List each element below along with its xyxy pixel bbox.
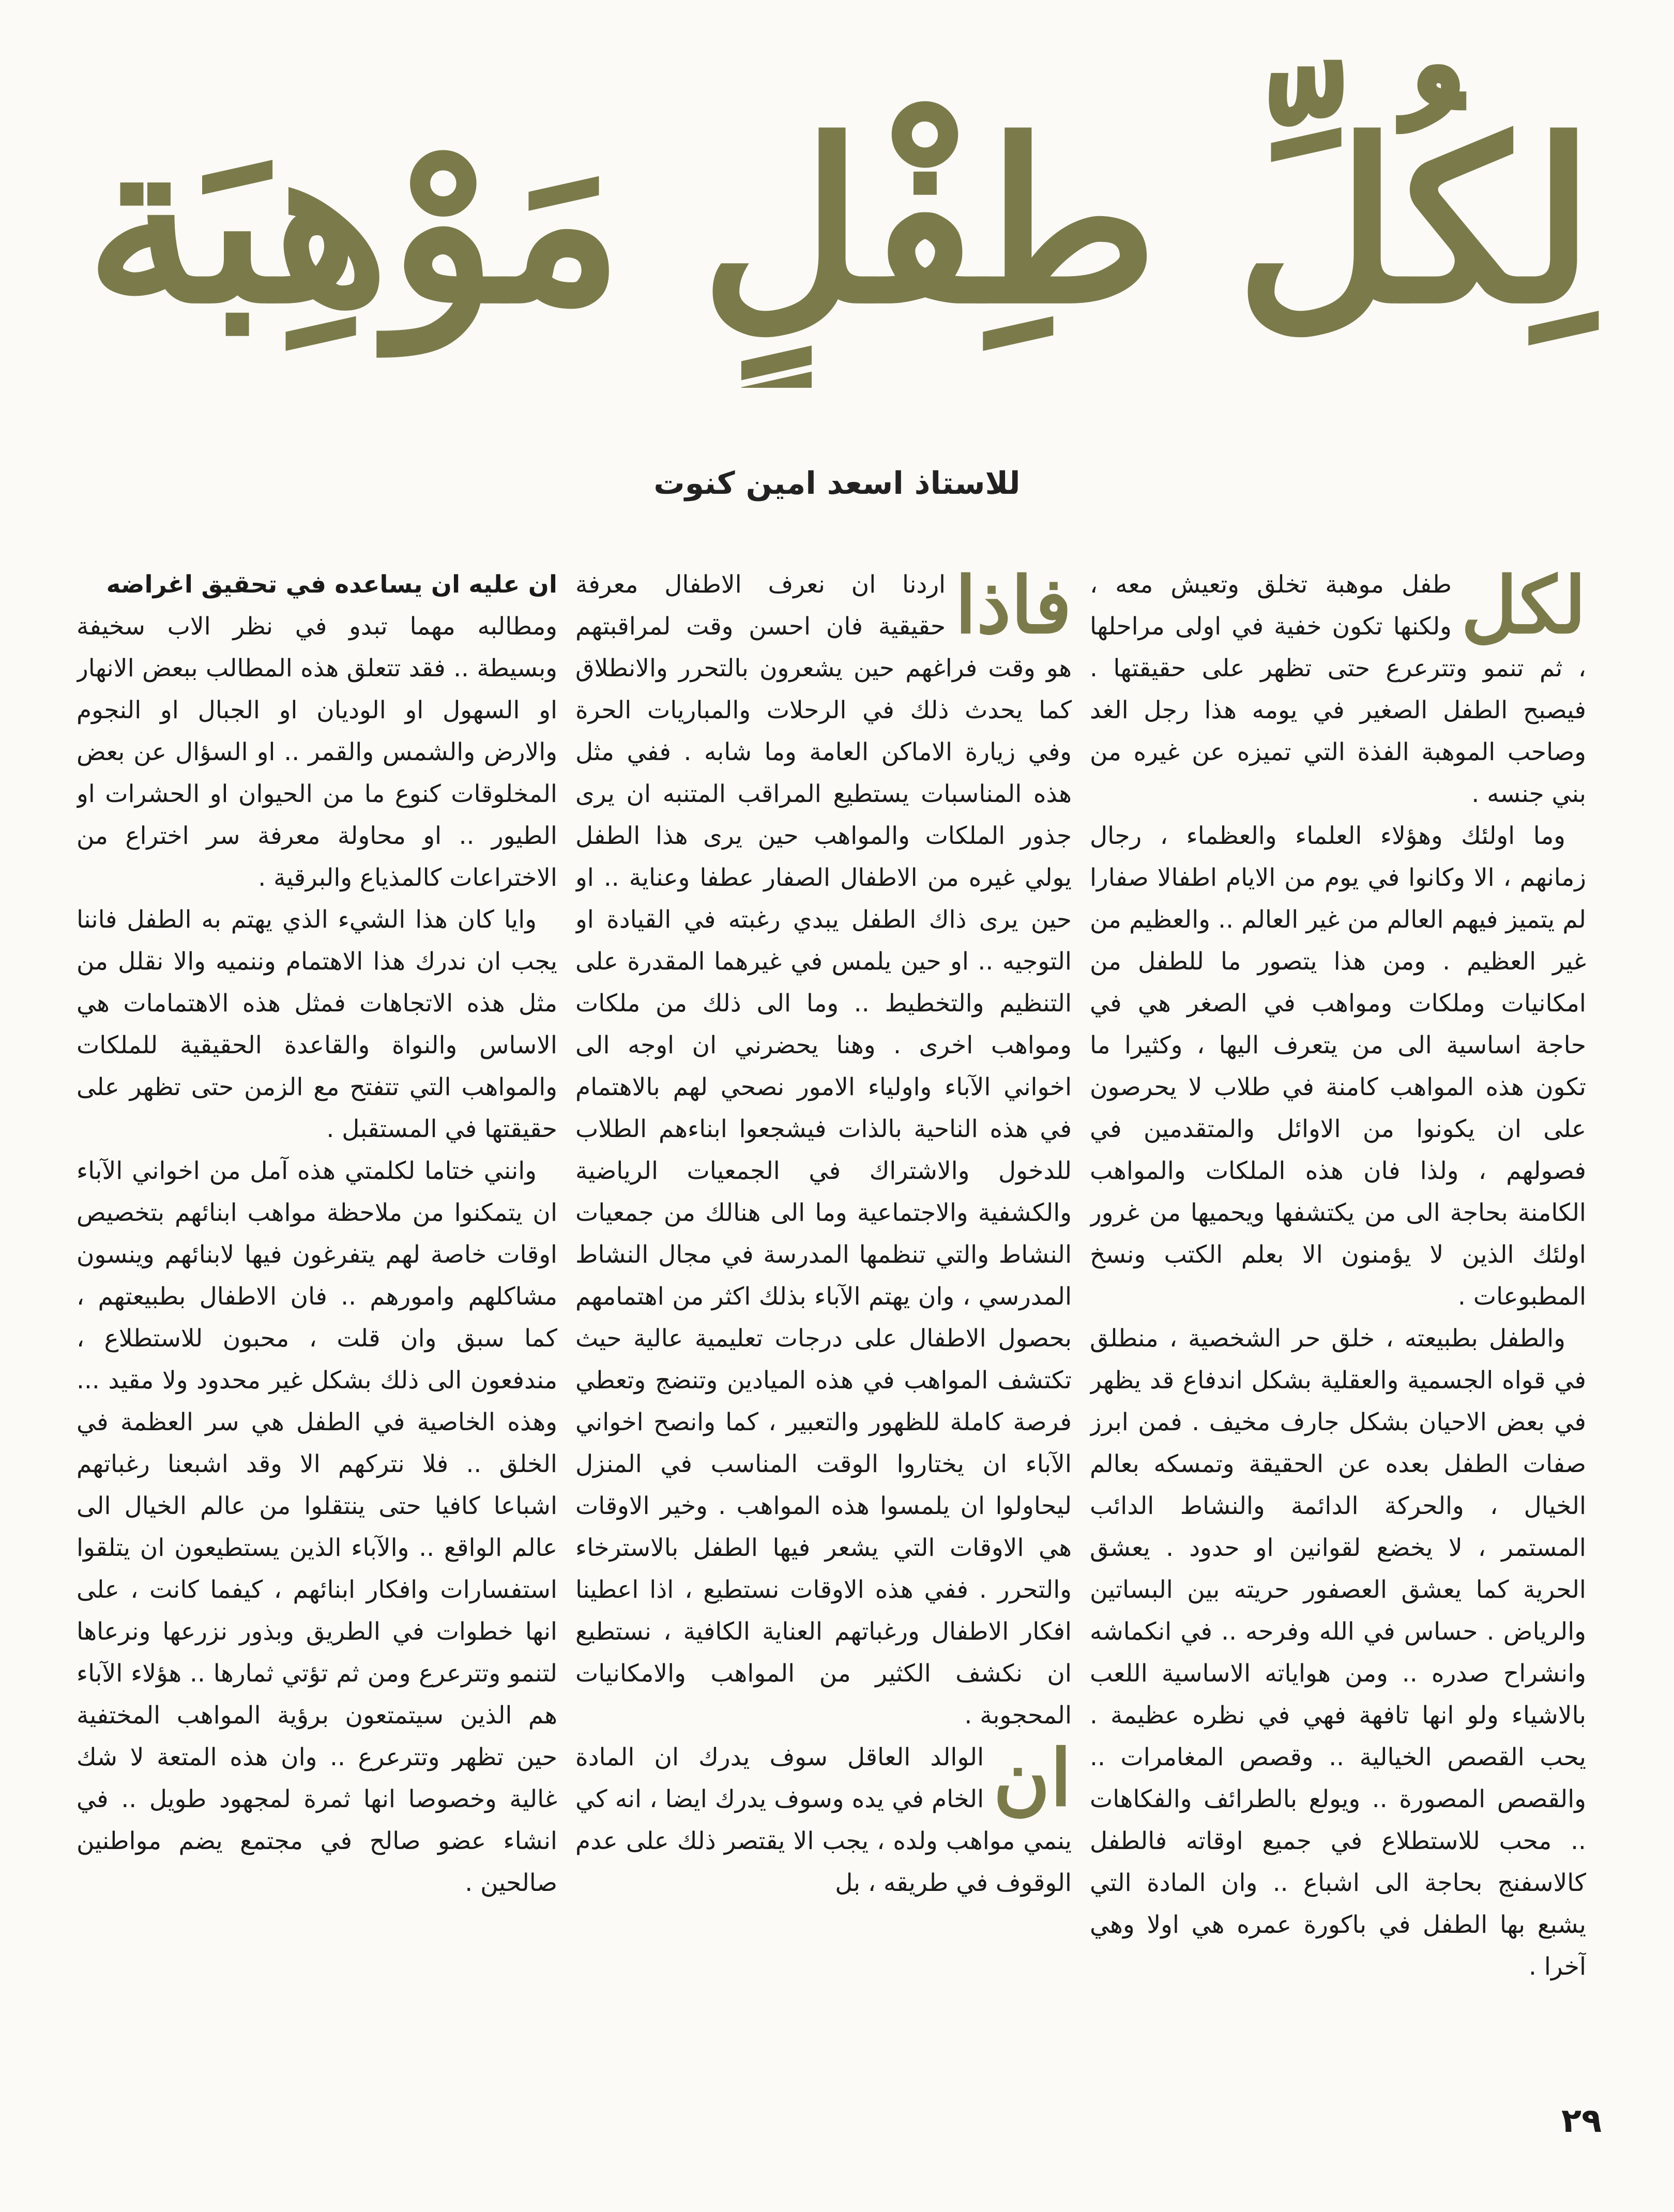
paragraph: وانني ختاما لكلمتي هذه آمل من اخواني الآباء ان يتمكنوا من ملاحظة مواهب ابنائهم بتخصيص اوقات خاصة لهم يتفرغون فيها لابنائهم وينسون مشاكلهم وامورهم .. فان الاطفال بطبيعتهم ، كما سبق وان قلت ، محبون للاستطلاع ، مندفعون الى ذلك بشكل غير محدود ولا مقيد ... وهذه الخاصية في الطفل هي سر العظمة في الخلق .. فلا نتركهم الا وقد اشبعنا رغباتهم اشباعا كافيا حتى ينتقلوا من عالم الخيال الى عالم الواقع .. والآباء الذين يستطيعون ان يتلقوا استفسارات وافكار ابنائهم ، كيفما كانت ، على انها خطوات في الطريق وبذور نزرعها ونرعاها لتنمو وتترعرع ومن ثم تؤتي ثمارها .. هؤلاء الآباء هم الذين سيتمتعون برؤية المواهب المختفية حين تظهر وتترعرع .. وان هذه المتعة لا شك غالية وخصوصا انها ثمرة لمجهود طويل .. في انشاء عضو صالح في مجتمع يضم مواطنين صالحين . (77, 1157, 557, 1897)
paragraph: طفل موهبة تخلق وتعيش معه ، ولكنها تكون خفية في اولى مراحلها ، ثم تنمو وتترعرع حتى تظهر على حقيقتها . فيصبح الطفل الصغير في يومه هذا رجل الغد وصاحب الموهبة الفذة التي تميزه عن غيره من بني جنسه . (1090, 570, 1586, 808)
text-column-left (77, 564, 557, 2073)
paragraph: ومطالبه مهما تبدو في نظر الاب سخيفة وبسيطة .. فقد تتعلق هذه المطالب ببعض الانهار او السهول او الوديان او الجبال او النجوم والارض والشمس والقمر .. او السؤال عن بعض المخلوقات كنوع ما من الحيوان او الحشرات او الطيور .. او محاولة معرفة سر اختراع من الاختراعات كالمذياع والبرقية . (77, 612, 557, 892)
text-column-middle (575, 564, 1072, 2073)
article-byline: للاستاذ اسعد امين كنوت (653, 465, 1021, 502)
paragraph: وايا كان هذا الشيء الذي يهتم به الطفل فاننا يجب ان ندرك هذا الاهتمام وننميه والا نقلل من مثل هذه الاتجاهات فمثل هذه الاهتمامات هي الاساس والنواة والقاعدة الحقيقية للملكات والمواهب التي تتفتح مع الزمن حتى تظهر على حقيقتها في المستقبل . (77, 905, 557, 1143)
paragraph: وما اولئك وهؤلاء العلماء والعظماء ، رجال زمانهم ، الا وكانوا في يوم من الايام اطفالا صفارا لم يتميز فيهم العالم من غير العالم .. والعظيم من غير العظيم . ومن هذا يتصور ما للطفل من امكانيات وملكات ومواهب في الصغر هي في حاجة اساسية الى من يتعرف اليها ، وكثيرا ما تكون هذه المواهب كامنة في طلاب لا يحرصون على ان يكونوا من الاوائل والمتقدمين في فصولهم ، ولذا فان هذه الملكات والمواهب الكامنة بحاجة الى من يكتشفها ويحميها من غرور اولئك الذين لا يؤمنون الا بعلم الكتب ونسخ المطبوعات . (1090, 822, 1586, 1311)
dropcap: لكل (1460, 564, 1586, 651)
paragraph: والطفل بطبيعته ، خلق حر الشخصية ، منطلق في قواه الجسمية والعقلية بشكل اندفاع قد يظهر في بعض الاحيان بشكل جارف مخيف . فمن ابرز صفات الطفل بعده عن الحقيقة وتمسكه بعالم الخيال ، والحركة الدائمة والنشاط الدائب المستمر ، لا يخضع لقوانين او حدود . يعشق الحرية كما يعشق العصفور حريته بين البساتين والرياض . حساس في الله وفرحه .. في انكماشه وانشراح صدره .. ومن هواياته الاساسية اللعب بالاشياء ولو انها تافهة فهي في نظره عظيمة . يحب القصص الخيالية .. وقصص المغامرات .. والقصص المصورة .. ويولع بالطرائف والفكاهات .. محب للاستطلاع في جميع اوقاته فالطفل كالاسفنج بحاجة الى اشباع .. وان المادة التي يشبع بها الطفل في باكورة عمره هي اولا وهي آخرا . (1090, 1324, 1586, 1981)
paragraph: اردنا ان نعرف الاطفال معرفة حقيقية فان احسن وقت لمراقبتهم هو وقت فراغهم حين يشعرون بالتحرر والانطلاق كما يحدث ذلك في الرحلات والمباريات الحرة وفي زيارة الاماكن العامة وما شابه . ففي مثل هذه المناسبات يستطيع المراقب المتنبه ان يرى جذور الملكات والمواهب حين يرى هذا الطفل يولي غيره من الاطفال الصفار عطفا وعناية .. او حين يرى ذاك الطفل يبدي رغبته في القيادة او التوجيه .. او حين يلمس في غيرهما المقدرة على التنظيم والتخطيط .. وما الى ذلك من ملكات ومواهب اخرى . وهنا يحضرني ان اوجه الى اخواني الآباء واولياء الامور نصحي لهم بالاهتمام في هذه الناحية بالذات فيشجعوا ابناءهم الطلاب للدخول والاشتراك في الجمعيات الرياضية والكشفية والاجتماعية وما الى هنالك من جمعيات النشاط والتي تنظمها المدرسة في مجال النشاط المدرسي ، وان يهتم الآباء بذلك اكثر من اهتمامهم بحصول الاطفال على درجات تعليمية عالية حيث تكتشف المواهب في هذه الميادين وتنضج وتعطي فرصة كاملة للظهور والتعبير ، كما وانصح اخواني الآباء ان يختاروا الوقت المناسب في المنزل ليحاولوا ان يلمسوا هذه المواهب . وخير الاوقات هي الاوقات التي يشعر فيها الطفل بالاسترخاء والتحرر . ففي هذه الاوقات نستطيع ، اذا اعطينا افكار الاطفال ورغباتهم العناية الكافية ، نستطيع ان نكشف الكثير من المواهب والامكانيات المحجوبة . (575, 570, 1072, 1730)
page-number: ٢٩ (1561, 2102, 1602, 2140)
paragraph: الوالد العاقل سوف يدرك ان المادة الخام في يده وسوف يدرك ايضا ، انه كي ينمي مواهب ولده ، يجب الا يقتصر ذلك على عدم الوقوف في طريقه ، بل (575, 1743, 1072, 1897)
dropcap: ان (993, 1733, 1072, 1824)
paragraph-lead: ان عليه ان يساعده في تحقيق اغراضه (106, 570, 557, 599)
article-headline: لِكُلِّ طِفْلٍ مَوْهِبَة (85, 92, 1595, 353)
dropcap: فاذا (955, 564, 1072, 651)
text-column-right (1090, 564, 1586, 2073)
